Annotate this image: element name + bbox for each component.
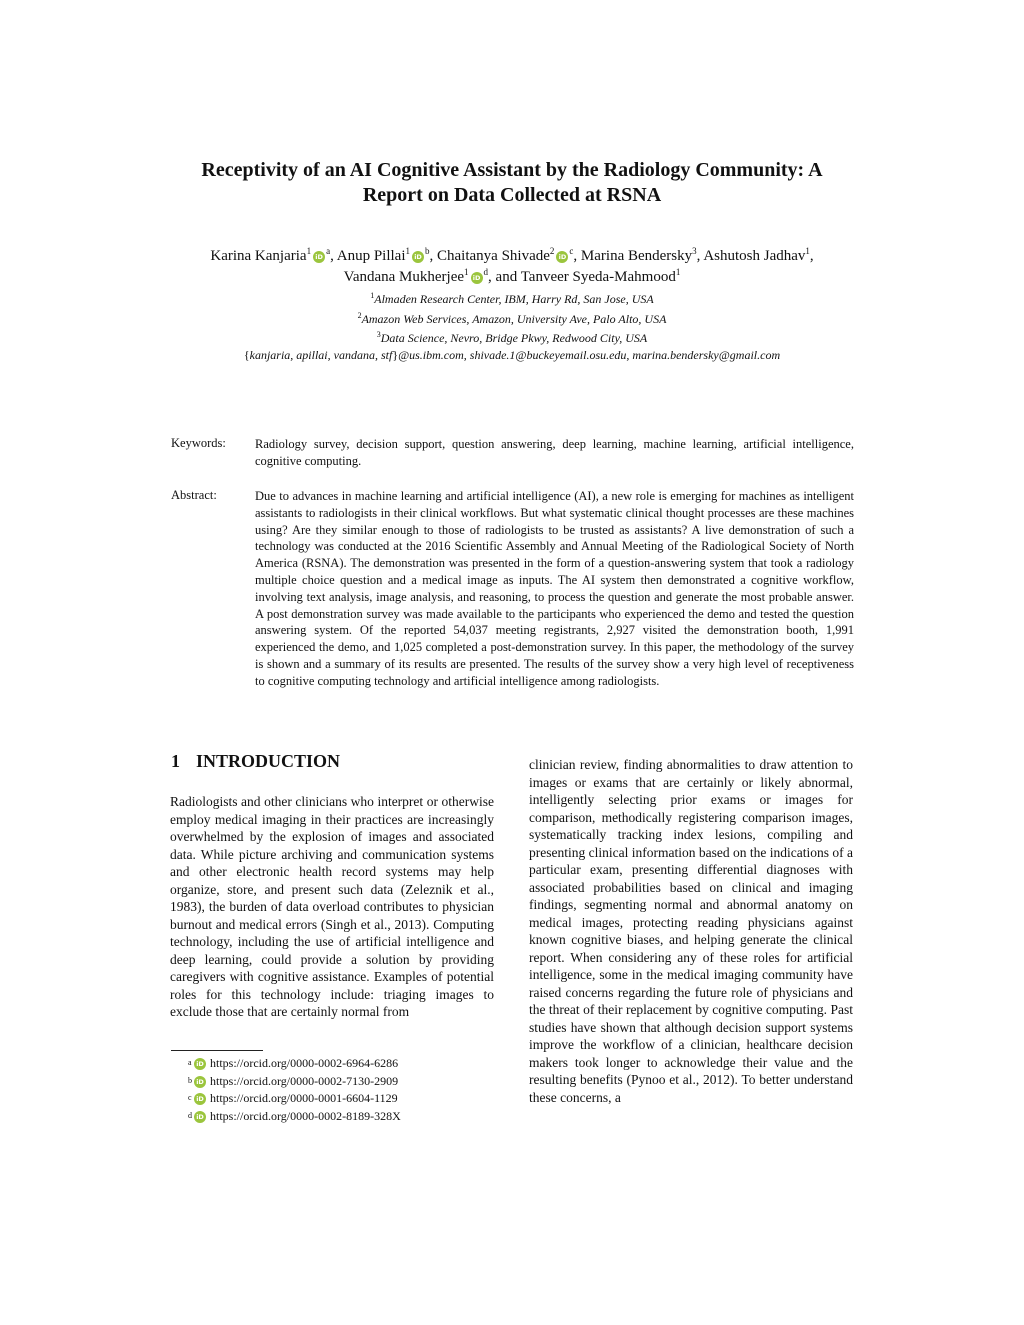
author-name: Chaitanya Shivade: [437, 248, 550, 264]
footnote-link[interactable]: https://orcid.org/0000-0002-7130-2909: [210, 1073, 399, 1088]
author-orcid-mark: d: [483, 267, 489, 277]
footnote-item: [188, 1090, 401, 1108]
title-line-2: Report on Data Collected at RSNA: [362, 184, 662, 206]
orcid-icon: iD: [194, 1111, 206, 1123]
author-name: Marina Bendersky: [580, 248, 693, 264]
footnote-item: [188, 1108, 401, 1126]
author-line-1: Karina $Kanjaria^1iD^a$, Anup $Pillai^1iD^b$, Chaitanya $Shivade^2iD^c$, Marina Bendersky$^3$, Ashutosh Jadhav$^1$,: [210, 246, 814, 264]
section-title: INTRODUCTION: [196, 751, 341, 771]
footnote-mark: b: [188, 1075, 192, 1085]
author-affiliation-mark: 1: [805, 246, 810, 256]
orcid-icon: iD: [194, 1093, 206, 1105]
author-orcid-mark: a: [326, 246, 331, 256]
footnote-link[interactable]: https://orcid.org/0000-0002-6964-6286: [210, 1056, 399, 1070]
author-line-2: Vandana $Mukherjee^1iD^d$, and Tanveer Syeda-Mahmood$^1$: [343, 267, 681, 285]
footnote-link[interactable]: https://orcid.org/0000-0001-6604-1129: [210, 1091, 398, 1105]
footnote-divider: [171, 1050, 263, 1051]
affiliation-text: Almaden Research Center, IBM, Harry Rd, San Jose, USA: [374, 292, 654, 306]
orcid-icon[interactable]: iD: [471, 272, 483, 284]
paper-title: [150, 158, 874, 208]
author-affiliation-mark: 1: [464, 267, 469, 277]
affiliation-number: 2: [357, 311, 362, 320]
affiliation-number: 3: [376, 330, 381, 339]
author-affiliation-mark: 2: [549, 246, 555, 256]
affiliation-3: [120, 329, 904, 347]
author-name: Karina Kanjaria: [210, 248, 307, 264]
footnote-mark: d: [188, 1110, 192, 1120]
author-name: Ashutosh Jadhav: [703, 248, 806, 264]
orcid-icon[interactable]: iD: [412, 251, 424, 263]
email-group: kanjaria, apillai, vandana, stf: [249, 348, 393, 362]
affiliation-number: 1: [370, 291, 375, 300]
orcid-icon: iD: [194, 1058, 206, 1070]
author-affiliation-mark: 1: [675, 267, 681, 277]
author-list: [120, 246, 904, 288]
email-rest: @us.ibm.com, shivade.1@buckeyemail.osu.edu, marina.bendersky@gmail.com: [398, 348, 781, 362]
orcid-icon[interactable]: iD: [556, 251, 568, 263]
author-conjunction: and: [495, 269, 518, 285]
author-orcid-mark: c: [569, 246, 574, 256]
footnote-item: [188, 1055, 401, 1073]
intro-left-column: Radiologists and other clinicians who interpret or otherwise employ medical imaging in their practices are increasingly overwhelmed by the explosion of images and associated data. While picture archiving and communication systems and other electronic health record systems may help organize, store, and present such data (Zeleznik et al., 1983), the burden of data overload contributes to physician burnout and medical errors (Singh et al., 2013). Computing technology, including the use of artificial intelligence and deep learning, could provide a solution by providing caregivers with cognitive assistance. Examples of potential roles for this technology include: triaging images to exclude those that are certainly normal from: [170, 794, 494, 1019]
footnote-mark: a: [188, 1058, 192, 1067]
footnote-mark: c: [188, 1093, 192, 1102]
author-affiliation-mark: 1: [306, 246, 312, 256]
footnotes: [188, 1055, 401, 1125]
affiliation-text: Amazon Web Services, Amazon, University Ave, Palo Alto, USA: [361, 312, 667, 326]
email-line: {kanjaria, apillai, vandana, stf}@us.ibm.com, shivade.1@buckeyemail.osu.edu, marina.bendersky@gmail.com: [243, 348, 781, 362]
intro-right-column: clinician review, finding abnormalities to draw attention to images or exams that are certainly or likely abnormal, intelligently selecting prior exams or images for comparison, methodically registering comparison images, systematically tracking index lesions, compiling and presenting clinical information based on the indications of a particular exam, presenting differential diagnoses with associated probabilities based on clinical and imaging findings, segmenting normal and abnormal anatomy on medical images, protecting reading physicians against known cognitive biases, and helping generate the clinical report. When considering any of these roles for artificial intelligence, some in the medical imaging community have raised concerns regarding the future role of physicians and the threat of their replacement by cognitive computing. Past studies have shown that although decision support systems improve the workflow of a clinician, healthcare decision makers took longer to acknowledge their value and the resulting benefits (Pynoo et al., 2012). To better understand these concerns, a: [529, 757, 853, 1105]
author-name: Tanveer Syeda-Mahmood: [520, 269, 676, 285]
orcid-icon: iD: [194, 1076, 206, 1088]
affiliation-text: Data Science, Nevro, Bridge Pkwy, Redwood City, USA: [380, 331, 648, 345]
affiliation-1: [120, 290, 904, 308]
section-number: 1: [171, 751, 180, 771]
title-line-1: Receptivity of an AI Cognitive Assistant by the Radiology Community: A: [201, 159, 823, 181]
affiliation-2: [120, 310, 904, 328]
section-heading: [171, 751, 340, 772]
author-name: Vandana Mukherjee: [343, 269, 465, 285]
orcid-icon[interactable]: iD: [313, 251, 325, 263]
footnote-link[interactable]: https://orcid.org/0000-0002-8189-328X: [210, 1108, 401, 1123]
keywords-label: Keywords:: [171, 436, 226, 450]
footnote-item: [188, 1073, 401, 1091]
abstract-text: Due to advances in machine learning and artificial intelligence (AI), a new role is emerging for machines as intelligent assistants to radiologists in their clinical workflows. But what systematic clinical thought processes are these machines using? Are they similar enough to those of radiologists to be trusted as assistants? A live demonstration of such a technology was conducted at the 2016 Scientific Assembly and Annual Meeting of the Radiological Society of North America (RSNA). The demonstration was presented in the form of a question-answering system that took a radiology multiple choice question and a medical image as inputs. The AI system then demonstrated a cognitive workflow, involving text analysis, image analysis, and reasoning, to process the question and generate the most probable answer. A post demonstration survey was made available to the participants who experienced the demo and tested the question answering system. Of the reported 54,037 meeting registrants, 2,927 visited the demonstration booth, 1,991 experienced the demo, and 1,025 completed a post-demonstration survey. In this paper, the methodology of the survey is shown and a summary of its results are presented. The results of the survey show a very high level of receptiveness to cognitive computing technology and artificial intelligence among radiologists.: [255, 489, 854, 688]
author-affiliation-mark: 3: [692, 246, 697, 256]
keywords-text: Radiology survey, decision support, question answering, deep learning, machine learning, artificial intelligence, cognitive computing.: [255, 437, 854, 468]
author-name: Anup Pillai: [336, 248, 406, 264]
author-affiliation-mark: 1: [405, 246, 411, 256]
abstract-label: Abstract:: [171, 488, 217, 502]
author-orcid-mark: b: [425, 246, 430, 256]
